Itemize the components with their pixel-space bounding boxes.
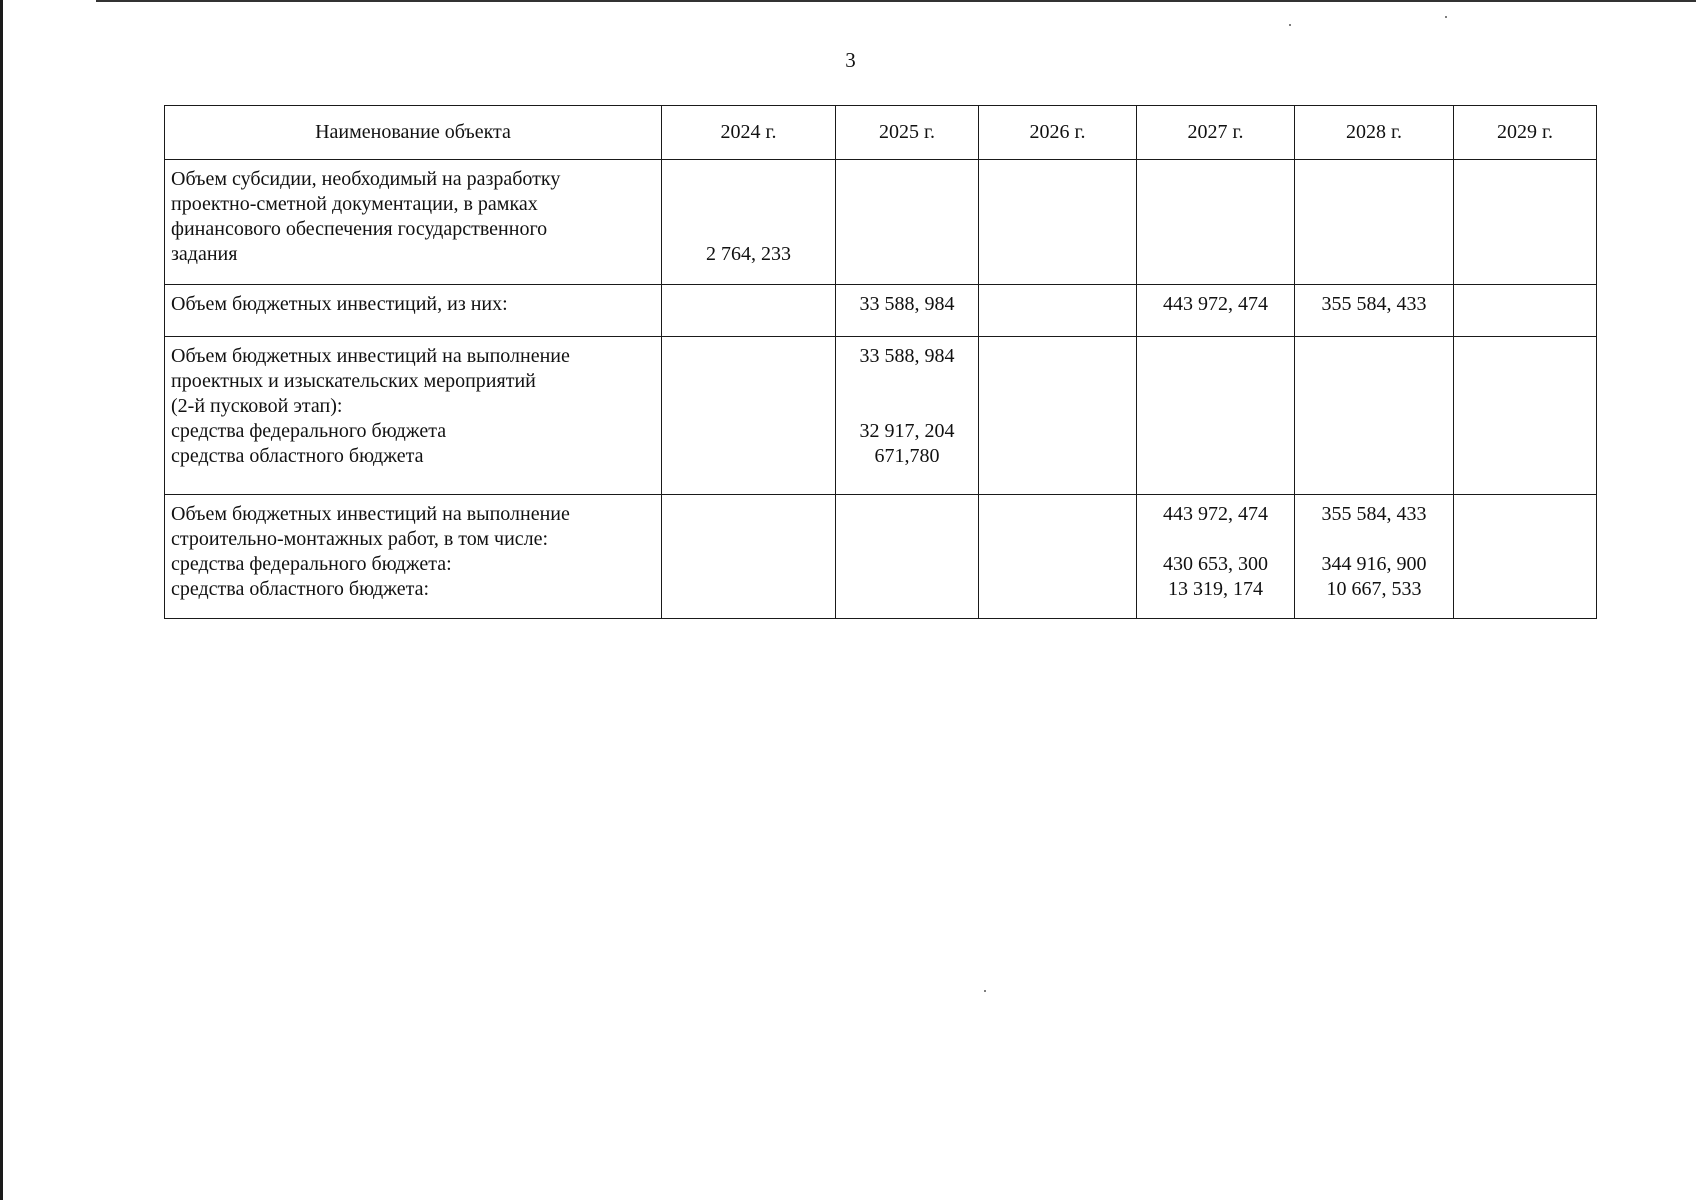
value-cell-2026 xyxy=(979,495,1137,619)
value-cell-2029 xyxy=(1454,285,1597,337)
value-cell-2024 xyxy=(662,160,836,285)
header-year-2024: 2024 г. xyxy=(662,106,836,160)
header-year-2027: 2027 г. xyxy=(1137,106,1295,160)
value-line: 671,780 xyxy=(874,445,940,467)
value-cell-2025 xyxy=(836,285,979,337)
value-cell-2027 xyxy=(1137,337,1295,495)
value-cell-2029 xyxy=(1454,160,1597,285)
object-name-line: проектных и изыскательских мероприятий xyxy=(171,370,536,392)
table-row xyxy=(165,285,1597,337)
value-cell-2026 xyxy=(979,337,1137,495)
object-name-line: проектно-сметной документации, в рамках xyxy=(171,193,538,215)
value-cell-2027 xyxy=(1137,285,1295,337)
page-number: 3 xyxy=(845,48,856,72)
value-line: 430 653, 300 xyxy=(1163,553,1268,575)
value-cell-2024 xyxy=(662,285,836,337)
table-row xyxy=(165,495,1597,619)
value-line xyxy=(836,369,978,394)
row-object-name xyxy=(165,160,662,285)
scan-speck xyxy=(984,990,986,992)
value-cell-2024 xyxy=(662,337,836,495)
value-line xyxy=(662,167,835,192)
value-cell-2027 xyxy=(1137,160,1295,285)
object-name-line: Объем субсидии, необходимый на разработку xyxy=(171,168,561,190)
scan-left-edge xyxy=(0,0,3,1200)
value-line: 443 972, 474 xyxy=(1163,293,1268,315)
value-line: 344 916, 900 xyxy=(1321,553,1427,575)
object-name-line: финансового обеспечения государственного xyxy=(171,218,548,240)
value-line: 13 319, 174 xyxy=(1168,578,1263,600)
header-object-name: Наименование объекта xyxy=(165,106,662,160)
value-cell-2025 xyxy=(836,495,979,619)
value-cell-2028 xyxy=(1295,160,1454,285)
object-name-line: Объем бюджетных инвестиций на выполнение xyxy=(171,503,570,525)
scan-speck xyxy=(1289,24,1291,26)
object-name-line: средства областного бюджета xyxy=(171,445,424,467)
budget-table xyxy=(164,105,1597,619)
value-line: 10 667, 533 xyxy=(1326,578,1422,600)
value-line xyxy=(836,394,978,419)
object-name-line: средства федерального бюджета: xyxy=(171,553,452,575)
object-name-line: строительно-монтажных работ, в том числе: xyxy=(171,528,549,550)
value-line: 355 584, 433 xyxy=(1321,293,1427,315)
table-row xyxy=(165,337,1597,495)
row-object-name xyxy=(165,337,662,495)
value-cell-2024 xyxy=(662,495,836,619)
value-line: 443 972, 474 xyxy=(1163,503,1268,525)
value-line: 33 588, 984 xyxy=(859,345,955,367)
row-object-name xyxy=(165,495,662,619)
value-cell-2028 xyxy=(1295,495,1454,619)
value-line: 32 917, 204 xyxy=(859,420,955,442)
table-row xyxy=(165,160,1597,285)
object-name-line: средства федерального бюджета xyxy=(171,420,447,442)
value-cell-2025 xyxy=(836,337,979,495)
value-line xyxy=(662,192,835,217)
value-line xyxy=(1137,527,1294,552)
scan-top-rule xyxy=(96,0,1696,2)
value-line xyxy=(1295,527,1453,552)
value-line: 355 584, 433 xyxy=(1321,503,1427,525)
header-year-2025: 2025 г. xyxy=(836,106,979,160)
value-cell-2028 xyxy=(1295,337,1454,495)
value-cell-2029 xyxy=(1454,337,1597,495)
value-cell-2029 xyxy=(1454,495,1597,619)
value-line: 2 764, 233 xyxy=(706,243,791,265)
object-name-line: (2-й пусковой этап): xyxy=(171,395,343,417)
value-cell-2028 xyxy=(1295,285,1454,337)
row-object-name xyxy=(165,285,662,337)
header-year-2026: 2026 г. xyxy=(979,106,1137,160)
scan-speck xyxy=(1445,16,1447,18)
value-line: 33 588, 984 xyxy=(859,293,955,315)
object-name-line: Объем бюджетных инвестиций на выполнение xyxy=(171,345,570,367)
value-line xyxy=(662,217,835,242)
header-year-2028: 2028 г. xyxy=(1295,106,1454,160)
value-cell-2025 xyxy=(836,160,979,285)
object-name-line: Объем бюджетных инвестиций, из них: xyxy=(171,293,508,315)
object-name-line: задания xyxy=(171,243,238,265)
object-name-line: средства областного бюджета: xyxy=(171,578,430,600)
table-header-row xyxy=(165,106,1597,160)
table-body xyxy=(165,160,1597,619)
header-year-2029: 2029 г. xyxy=(1454,106,1597,160)
value-cell-2026 xyxy=(979,285,1137,337)
value-cell-2026 xyxy=(979,160,1137,285)
value-cell-2027 xyxy=(1137,495,1295,619)
